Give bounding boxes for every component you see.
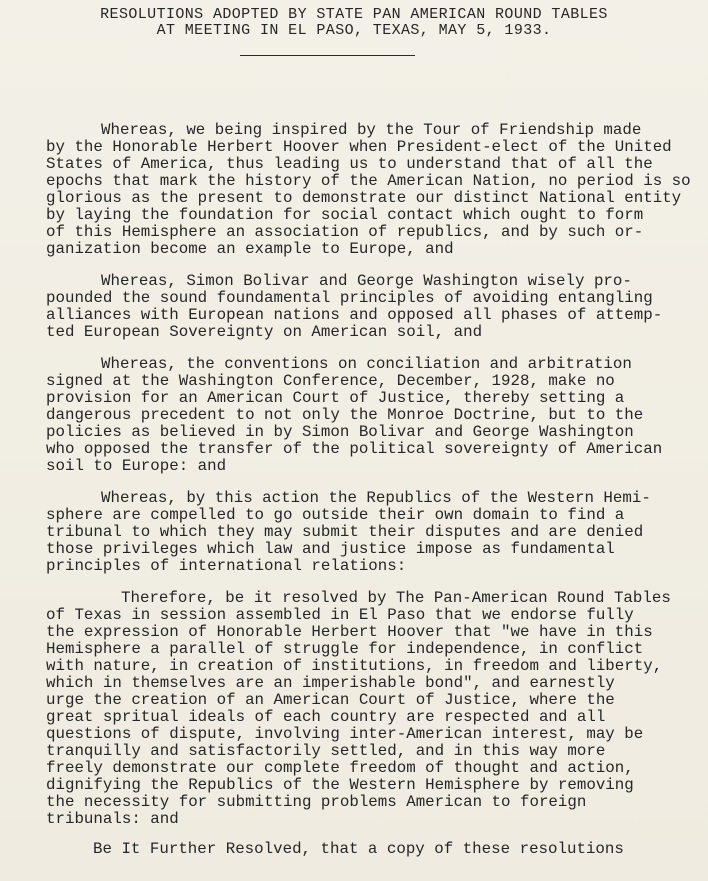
paragraph-line: Hemisphere a parallel of struggle for independence, in conflict: [46, 640, 644, 658]
paragraph-line: Be It Further Resolved, that a copy of these resolutions: [93, 840, 624, 858]
paragraph-line: Whereas, by this action the Republics of the Western Hemi-: [101, 489, 651, 507]
paragraph-line: freely demonstrate our complete freedom of thought and action,: [46, 759, 634, 777]
paragraph-line: Whereas, the conventions on conciliation and arbitration: [101, 355, 632, 373]
paragraph-line: which in themselves are an imperishable bond", and earnestly: [46, 674, 615, 692]
paragraph-line: principles of international relations:: [46, 557, 407, 575]
paragraph-line: ted European Sovereignty on American soil, and: [46, 323, 483, 341]
paragraph-line: policies as believed in by Simon Bolivar and George Washington: [46, 423, 634, 441]
paragraph-line: the necessity for submitting problems American to foreign: [46, 793, 587, 811]
paragraph-line: Whereas, Simon Bolivar and George Washington wisely pro-: [101, 272, 632, 290]
paragraph-line: tribunals: and: [46, 810, 179, 828]
paragraph-line: dignifying the Republics of the Western Hemisphere by removing: [46, 776, 634, 794]
paragraph-line: of this Hemisphere an association of republics, and by such or-: [46, 223, 644, 241]
paragraph-line: urge the creation of an American Court of Justice, where the: [46, 691, 615, 709]
paragraph-line: by laying the foundation for social contact which ought to form: [46, 206, 644, 224]
paragraph-line: Whereas, we being inspired by the Tour of Friendship made: [101, 121, 642, 139]
paragraph-line: by the Honorable Herbert Hoover when President-elect of the United: [46, 138, 672, 156]
paragraph-line: with nature, in creation of institutions, in freedom and liberty,: [46, 657, 663, 675]
paragraph-line: alliances with European nations and opposed all phases of attemp-: [46, 306, 663, 324]
paragraph-line: tranquilly and satisfactorily settled, and in this way more: [46, 742, 606, 760]
document-title-line-1: RESOLUTIONS ADOPTED BY STATE PAN AMERICAN ROUND TABLES: [100, 6, 608, 23]
paragraph-line: pounded the sound foundamental principles of avoiding entangling: [46, 289, 653, 307]
paragraph-line: ganization become an example to Europe, and: [46, 240, 454, 258]
paragraph-line: glorious as the present to demonstrate our distinct National entity: [46, 189, 682, 207]
paragraph-line: Therefore, be it resolved by The Pan-American Round Tables: [121, 589, 671, 607]
paragraph-line: sphere are compelled to go outside their own domain to find a: [46, 506, 625, 524]
paragraph-line: soil to Europe: and: [46, 457, 227, 475]
paragraph-line: questions of dispute, involving inter-American interest, may be: [46, 725, 644, 743]
paragraph-line: of Texas in session assembled in El Paso that we endorse fully: [46, 606, 634, 624]
paragraph-line: those privileges which law and justice impose as fundamental: [46, 540, 615, 558]
paragraph-line: signed at the Washington Conference, December, 1928, make no: [46, 372, 615, 390]
title-underline: [240, 55, 415, 56]
paragraph-line: epochs that mark the history of the American Nation, no period is so: [46, 172, 691, 190]
paragraph-line: tribunal to which they may submit their disputes and are denied: [46, 523, 644, 541]
document-title-line-2: AT MEETING IN EL PASO, TEXAS, MAY 5, 1933.: [156, 22, 552, 39]
paragraph-line: provision for an American Court of Justice, thereby setting a: [46, 389, 625, 407]
paragraph-line: dangerous precedent to not only the Monroe Doctrine, but to the: [46, 406, 644, 424]
paragraph-line: who opposed the transfer of the political sovereignty of American: [46, 440, 663, 458]
paragraph-line: the expression of Honorable Herbert Hoover that "we have in this: [46, 623, 653, 641]
paragraph-line: States of America, thus leading us to understand that of all the: [46, 155, 653, 173]
paragraph-line: great spritual ideals of each country are respected and all: [46, 708, 606, 726]
